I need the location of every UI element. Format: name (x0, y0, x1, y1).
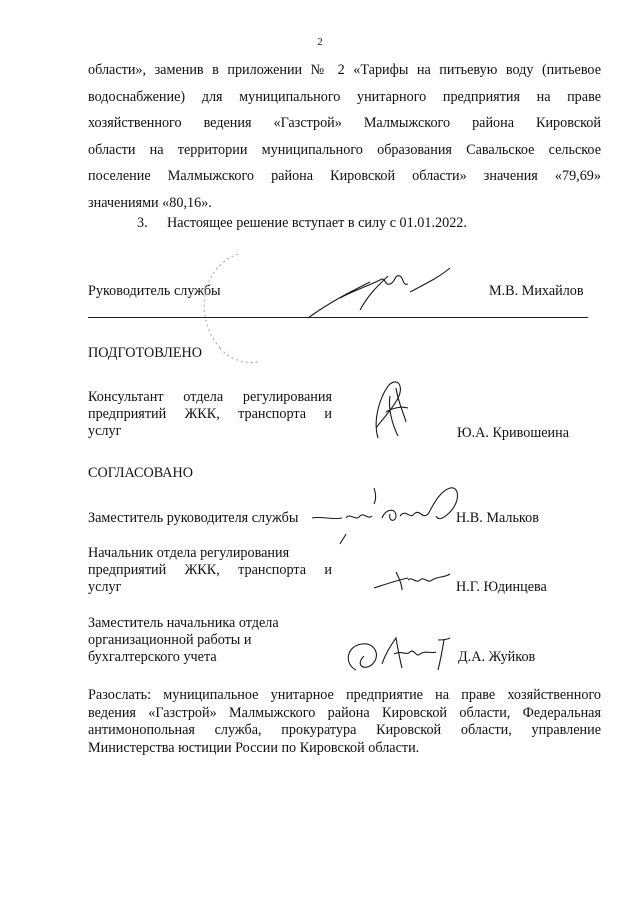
prepared-name: Ю.А. Кривошеина (457, 425, 570, 441)
agreed-name: Д.А. Жуйков (458, 649, 536, 665)
agreed-role (88, 615, 332, 666)
role-line: Консультант отдела регулирования (88, 389, 332, 405)
paragraph-line: области», заменив в приложении № 2 «Тарифы на питьевую воду (питьевое (88, 62, 601, 78)
role-line: услуг (88, 423, 122, 439)
role-line: предприятий ЖКК, транспорта и (88, 562, 332, 578)
paragraph-number: 3. (137, 215, 148, 231)
role-line: бухгалтерского учета (88, 649, 217, 665)
paragraph-text: Настоящее решение вступает в силу с 01.01.2022. (167, 215, 467, 231)
department-head-signature-icon (372, 566, 452, 594)
prepared-role (88, 389, 332, 440)
prepared-signature-icon (368, 378, 412, 442)
agreed-name: Н.В. Мальков (456, 510, 539, 526)
prepared-heading: ПОДГОТОВЛЕНО (88, 345, 202, 361)
mailing-line: ведения «Газстрой» Малмыжского района Кировской области, Федеральная (88, 704, 601, 721)
paragraph-amendment (88, 57, 601, 216)
paragraph-effective-date (137, 215, 467, 232)
role-line: Заместитель начальника отдела (88, 615, 279, 631)
agreed-name: Н.Г. Юдинцева (456, 579, 547, 595)
divider-line (88, 317, 588, 318)
deputy-chief-signature-icon (342, 630, 454, 678)
mailing-line: Министерства юстиции России по Кировской области. (88, 739, 420, 756)
agreed-role (88, 545, 332, 596)
role-line: предприятий ЖКК, транспорта и (88, 406, 332, 422)
agreed-role: Заместитель руководителя службы (88, 510, 299, 526)
head-name: М.В. Михайлов (489, 283, 584, 299)
paragraph-line: значениями «80,16». (88, 194, 212, 211)
page-number: 2 (317, 36, 323, 48)
mailing-line: Разослать: муниципальное унитарное предприятие на праве хозяйственного (88, 687, 601, 703)
role-line: услуг (88, 579, 122, 595)
paragraph-line: хозяйственного ведения «Газстрой» Малмыжского района Кировской (88, 115, 601, 131)
deputy-head-signature-icon (310, 478, 470, 550)
paragraph-line: поселение Малмыжского района Кировской области» значения «79,69» (88, 168, 601, 184)
agreed-heading: СОГЛАСОВАНО (88, 465, 194, 481)
distribution-list (88, 687, 601, 757)
paragraph-line: области на территории муниципального образования Савальское сельское (88, 141, 601, 158)
head-title: Руководитель службы (88, 283, 221, 299)
role-line: организационной работы и (88, 632, 252, 648)
paragraph-line: водоснабжение) для муниципального унитарного предприятия на праве (88, 88, 601, 105)
mailing-line: антимонопольная служба, прокуратура Кировской области, управление (88, 722, 601, 738)
role-line: Начальник отдела регулирования (88, 545, 290, 561)
